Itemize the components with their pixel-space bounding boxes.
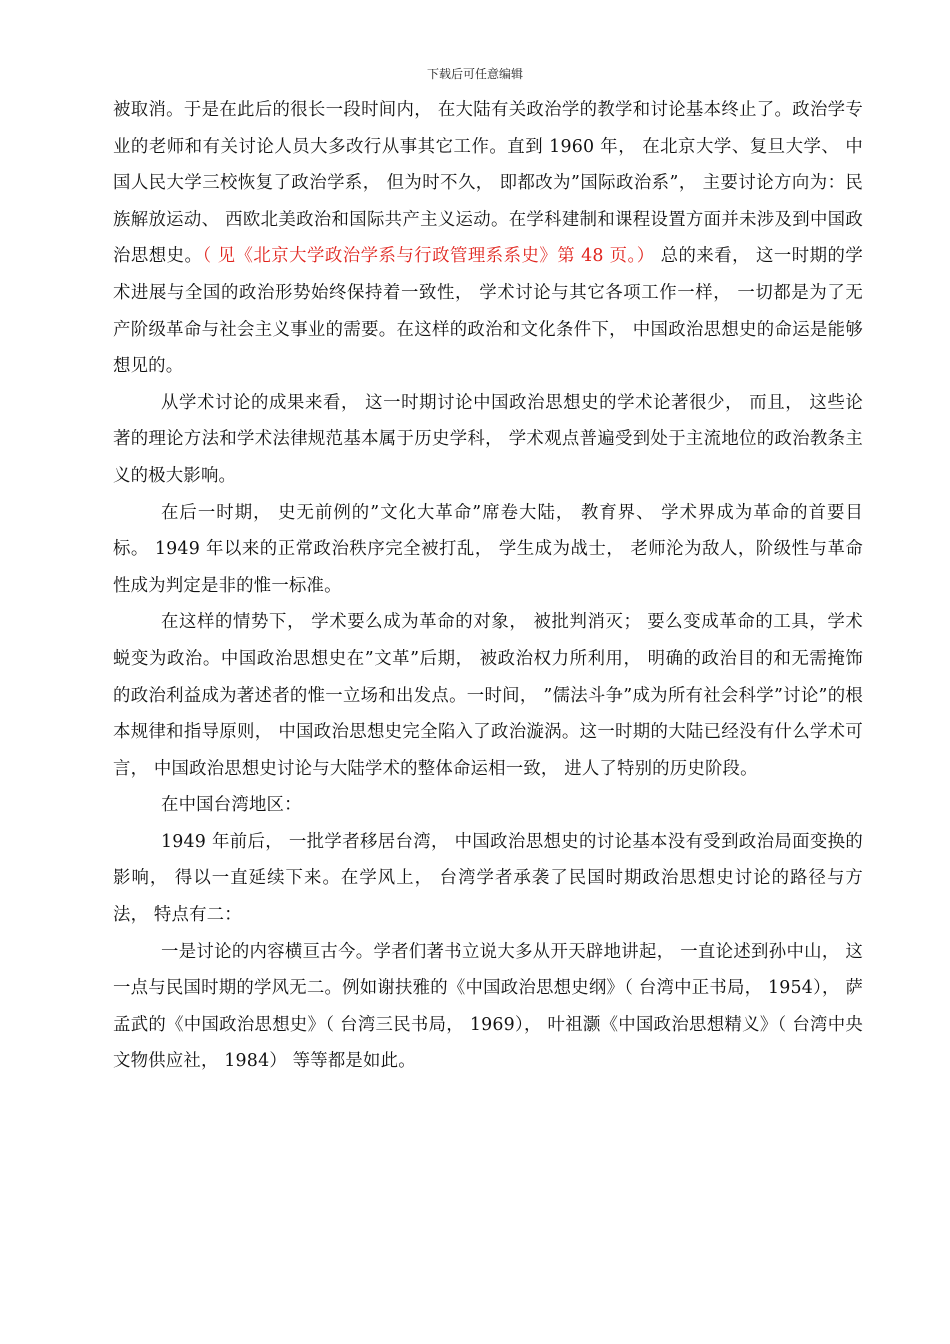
- section-heading-taiwan: 在中国台湾地区：: [161, 795, 302, 816]
- paragraph-3: 在后一时期， 史无前例的”文化大革命”席卷大陆， 教育界、 学术界成为革命的首要目标。 1949 年以来的正常政治秩序完全被打乱， 学生成为战士， 老师沦为敌人，阶级性与革命性成为判定是非的惟一标准。: [113, 502, 863, 596]
- paragraph-6: 一是讨论的内容横亘古今。学者们著书立说大多从开天辟地讲起， 一直论述到孙中山， 这一点与民国时期的学风无二。例如谢扶雅的《中国政治思想史纲》（ 台湾中正书局， 1954）， 萨孟武的《中国政治思想史》（ 台湾三民书局， 1969）， 叶祖灏《中国政治思想精义》（ 台湾中央文物供应社， 1984） 等等都是如此。: [113, 941, 863, 1072]
- citation-reference: （ 见《北京大学政治学系与行政管理系系史》第 48 页。）: [202, 246, 655, 267]
- document-body: [113, 92, 863, 1080]
- paragraph-1: [113, 92, 863, 385]
- paragraph-4: 在这样的情势下， 学术要么成为革命的对象， 被批判消灭； 要么变成革命的工具，学术蜕变为政治。中国政治思想史在”文革”后期， 被政治权力所利用， 明确的政治目的和无需掩饰的政治利益成为著述者的惟一立场和出发点。一时间， ”儒法斗争”成为所有社会科学”讨论”的根本规律和指导原则， 中国政治思想史完全陷入了政治漩涡。这一时期的大陆已经没有什么学术可言， 中国政治思想史讨论与大陆学术的整体命运相一致， 进人了特别的历史阶段。: [113, 612, 863, 779]
- page-header: 下载后可任意编辑: [426, 67, 523, 81]
- paragraph-2: 从学术讨论的成果来看， 这一时期讨论中国政治思想史的学术论著很少， 而且， 这些论著的理论方法和学术法律规范基本属于历史学科， 学术观点普遍受到处于主流地位的政治教条主义的极大影响。: [113, 392, 863, 486]
- paragraph-1-text-after: 总的来看， 这一时期的学术进展与全国的政治形势始终保持着一致性， 学术讨论与其它各项工作一样， 一切都是为了无产阶级革命与社会主义事业的需要。在这样的政治和文化条件下， 中国政治思想史的命运是能够想见的。: [113, 246, 863, 377]
- paragraph-5: 1949 年前后， 一批学者移居台湾， 中国政治思想史的讨论基本没有受到政治局面变换的影响， 得以一直延续下来。在学风上， 台湾学者承袭了民国时期政治思想史讨论的路径与方法， 特点有二：: [113, 831, 863, 926]
- paragraph-1-text-before: 被取消。于是在此后的很长一段时间内， 在大陆有关政治学的教学和讨论基本终止了。政治学专业的老师和有关讨论人员大多改行从事其它工作。直到 1960 年， 在北京大学、复旦大学、 中国人民大学三校恢复了政治学系， 但为时不久， 即都改为”国际政治系”， 主要讨论方向为：民族解放运动、 西欧北美政治和国际共产主义运动。在学科建制和课程设置方面并未涉及到中国政治思想史。: [113, 100, 863, 267]
